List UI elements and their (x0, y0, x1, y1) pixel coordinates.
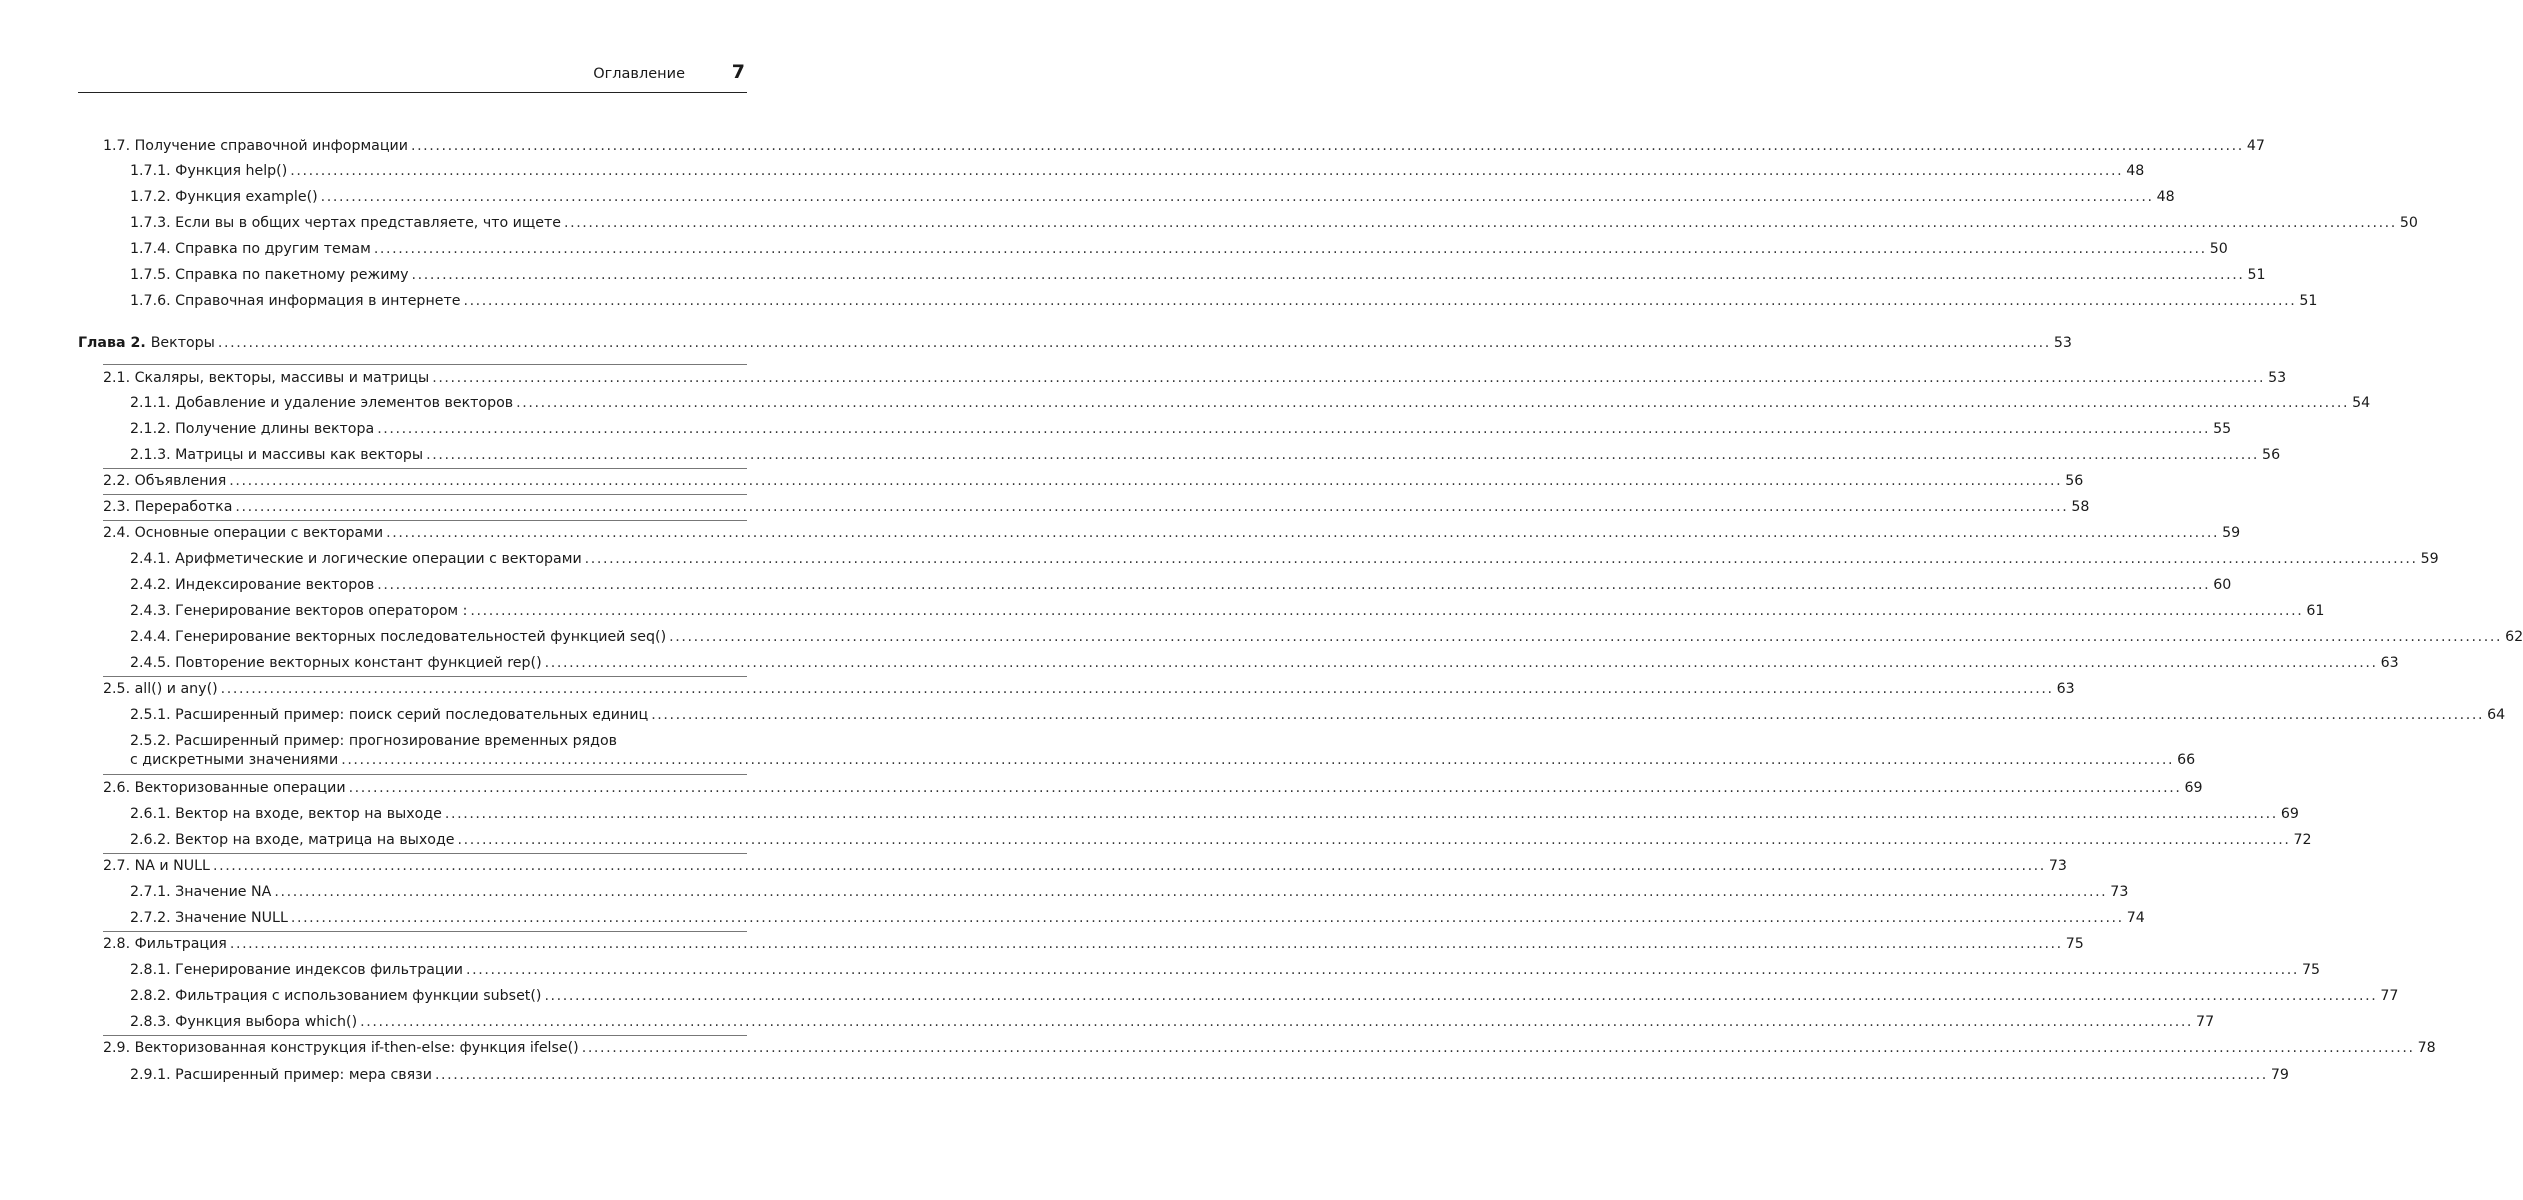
entry-title: Функция выбора which() (175, 1014, 358, 1030)
toc-entry[interactable] (130, 654, 2399, 673)
leader-dots: ............................................................................................................................................................................................................................................................................................................ (348, 780, 2182, 796)
entry-page-number: 73 (2048, 858, 2067, 874)
toc-entry[interactable] (103, 935, 2084, 954)
entry-page-number: 77 (2196, 1014, 2215, 1030)
leader-dots: ............................................................................................................................................................................................................................................................................................................ (320, 189, 2154, 205)
toc-entry[interactable] (103, 137, 2265, 156)
entry-title: Вектор на входе, матрица на выходе (175, 832, 455, 848)
entry-number: 1.7. (103, 138, 135, 154)
leader-dots: ............................................................................................................................................................................................................................................................................................................ (377, 421, 2211, 437)
entry-page-number: 69 (2280, 806, 2299, 822)
toc-entry[interactable] (130, 576, 2232, 595)
leader-dots: ............................................................................................................................................................................................................................................................................................................ (426, 447, 2260, 463)
entry-page-number: 73 (2110, 884, 2129, 900)
entry-number: 1.7.3. (130, 215, 176, 231)
entry-number: 1.7.6. (130, 293, 176, 309)
leader-dots: ............................................................................................................................................................................................................................................................................................................ (463, 293, 2297, 309)
entry-title: Функция example() (175, 189, 318, 205)
entry-title: Расширенный пример: мера связи (175, 1067, 432, 1083)
entry-number: 2.6.2. (130, 832, 176, 848)
toc-chapter-entry[interactable] (78, 334, 2072, 353)
leader-dots: ............................................................................................................................................................................................................................................................................................................ (290, 910, 2124, 926)
entry-title: Фильтрация с использованием функции subset() (175, 988, 542, 1004)
toc-entry[interactable] (130, 292, 2318, 311)
entry-number: 2.4. (103, 525, 135, 541)
entry-line (130, 751, 2196, 770)
leader-dots: ............................................................................................................................................................................................................................................................................................................ (544, 655, 2378, 671)
entry-number: 2.5.2. (130, 733, 176, 749)
entry-title: Функция help() (175, 163, 288, 179)
entry-number: 2.1.1. (130, 395, 176, 411)
toc-entry[interactable] (130, 240, 2228, 259)
leader-dots: ............................................................................................................................................................................................................................................................................................................ (220, 681, 2054, 697)
entry-number: 2.9. (103, 1040, 135, 1056)
entry-title: Фильтрация (134, 936, 227, 952)
entry-page-number: 50 (2209, 241, 2228, 257)
leader-dots: ............................................................................................................................................................................................................................................................................................................ (466, 962, 2299, 978)
entry-page-number: 74 (2126, 910, 2145, 926)
leader-dots: ............................................................................................................................................................................................................................................................................................................ (544, 988, 2378, 1004)
section-divider (103, 520, 747, 521)
toc-entry[interactable] (103, 1039, 2436, 1058)
toc-entry[interactable] (130, 831, 2312, 850)
toc-entry[interactable] (130, 805, 2299, 824)
entry-page-number: 60 (2213, 577, 2232, 593)
entry-number: 2.9.1. (130, 1067, 176, 1083)
toc-entry[interactable] (130, 628, 2523, 647)
entry-title: Векторизованная конструкция if-then-else: функция ifelse() (134, 1040, 579, 1056)
entry-number: 2.1.3. (130, 447, 176, 463)
leader-dots: ............................................................................................................................................................................................................................................................................................................ (434, 1067, 2268, 1083)
leader-dots: ............................................................................................................................................................................................................................................................................................................ (669, 629, 2503, 645)
entry-title: Получение справочной информации (134, 138, 408, 154)
entry-title: Объявления (134, 473, 227, 489)
entry-title-continued: с дискретными значениями (130, 752, 339, 768)
toc-entry[interactable] (103, 524, 2241, 543)
toc-entry[interactable] (130, 883, 2129, 902)
entry-number: 2.4.5. (130, 655, 176, 671)
leader-dots: ............................................................................................................................................................................................................................................................................................................ (432, 370, 2266, 386)
entry-title: Получение длины вектора (175, 421, 375, 437)
entry-title: all() и any() (134, 681, 218, 697)
toc-entry[interactable] (103, 369, 2287, 388)
entry-page-number: 75 (2065, 936, 2084, 952)
leader-dots: ............................................................................................................................................................................................................................................................................................................ (229, 473, 2063, 489)
header-title: Оглавление (593, 66, 685, 82)
section-divider (103, 364, 747, 365)
leader-dots: ............................................................................................................................................................................................................................................................................................................ (457, 832, 2291, 848)
entry-page-number: 59 (2222, 525, 2241, 541)
entry-page-number: 58 (2071, 499, 2090, 515)
toc-entry[interactable] (130, 188, 2175, 207)
entry-number: 2.4.2. (130, 577, 176, 593)
entry-page-number: 54 (2352, 395, 2371, 411)
entry-page-number: 63 (2056, 681, 2075, 697)
entry-number: 2.7. (103, 858, 135, 874)
toc-entry[interactable] (130, 162, 2145, 181)
entry-title: Расширенный пример: поиск серий последовательных единиц (175, 707, 649, 723)
leader-dots: ............................................................................................................................................................................................................................................................................................................ (341, 752, 2175, 768)
toc-entry[interactable] (130, 214, 2418, 233)
entry-number: 2.6. (103, 780, 135, 796)
entry-number: 2.1.2. (130, 421, 176, 437)
toc-entry[interactable] (103, 857, 2067, 876)
leader-dots: ............................................................................................................................................................................................................................................................................................................ (584, 551, 2418, 567)
leader-dots: ............................................................................................................................................................................................................................................................................................................ (563, 215, 2397, 231)
toc-entry[interactable] (130, 732, 2196, 770)
toc-entry[interactable] (130, 420, 2232, 439)
entry-page-number: 72 (2293, 832, 2312, 848)
entry-title: Генерирование векторных последовательностей функцией seq() (175, 629, 667, 645)
entry-title: Векторизованные операции (134, 780, 346, 796)
section-divider (103, 494, 747, 495)
entry-line (130, 732, 747, 751)
entry-page-number: 56 (2065, 473, 2084, 489)
leader-dots: ............................................................................................................................................................................................................................................................................................................ (212, 858, 2046, 874)
entry-number: 2.5. (103, 681, 135, 697)
entry-page-number: 48 (2156, 189, 2175, 205)
entry-page-number: 75 (2301, 962, 2321, 978)
entry-title: Генерирование векторов оператором : (175, 603, 468, 619)
toc-entry[interactable] (130, 266, 2266, 285)
toc-entry[interactable] (103, 680, 2075, 699)
entry-number: 1.7.4. (130, 241, 176, 257)
entry-number: 2.8.1. (130, 962, 176, 978)
entry-number: 2.7.2. (130, 910, 176, 926)
section-divider (103, 931, 747, 932)
entry-page-number: 79 (2270, 1067, 2289, 1083)
leader-dots: ............................................................................................................................................................................................................................................................................................................ (651, 707, 2485, 723)
toc-entry[interactable] (130, 394, 2371, 413)
entry-title: Расширенный пример: прогнозирование временных рядов (175, 733, 618, 749)
entry-title: Вектор на входе, вектор на выходе (175, 806, 442, 822)
entry-title: Справка по пакетному режиму (175, 267, 409, 283)
entry-title: Значение NULL (175, 910, 288, 926)
toc-entry[interactable] (130, 602, 2325, 621)
entry-number: 2.4.1. (130, 551, 176, 567)
section-divider (103, 853, 747, 854)
entry-number: 2.6.1. (130, 806, 176, 822)
entry-number: 2.1. (103, 370, 135, 386)
entry-title: Генерирование индексов фильтрации (175, 962, 464, 978)
toc-entry[interactable] (130, 909, 2145, 928)
leader-dots: ............................................................................................................................................................................................................................................................................................................ (290, 163, 2124, 179)
toc-entry[interactable] (103, 498, 2090, 517)
running-header (78, 62, 747, 93)
leader-dots: ............................................................................................................................................................................................................................................................................................................ (217, 335, 2051, 351)
toc-entry[interactable] (130, 1066, 2289, 1085)
leader-dots: ............................................................................................................................................................................................................................................................................................................ (386, 525, 2220, 541)
entry-page-number: 64 (2487, 707, 2506, 723)
entry-title: Повторение векторных констант функцией rep() (175, 655, 542, 671)
entry-number: 2.4.4. (130, 629, 176, 645)
entry-page-number: 56 (2262, 447, 2281, 463)
toc-entry[interactable] (130, 550, 2439, 569)
entry-title: Матрицы и массивы как векторы (175, 447, 424, 463)
entry-title: Справка по другим темам (175, 241, 371, 257)
entry-number: 1.7.2. (130, 189, 176, 205)
entry-number: 2.8.3. (130, 1014, 176, 1030)
section-divider (103, 774, 747, 775)
entry-number: 2.8. (103, 936, 135, 952)
entry-title: Скаляры, векторы, массивы и матрицы (134, 370, 430, 386)
entry-page-number: 47 (2246, 138, 2265, 154)
section-divider (103, 1035, 747, 1036)
section-divider (103, 468, 747, 469)
entry-title: Справочная информация в интернете (175, 293, 461, 309)
entry-page-number: 62 (2505, 629, 2523, 645)
toc-entry[interactable] (130, 706, 2506, 725)
entry-number: 1.7.1. (130, 163, 176, 179)
section-divider (103, 676, 747, 677)
leader-dots: ............................................................................................................................................................................................................................................................................................................ (444, 806, 2278, 822)
entry-title: Индексирование векторов (175, 577, 375, 593)
entry-page-number: 63 (2380, 655, 2399, 671)
toc-entry[interactable] (103, 779, 2203, 798)
header-page-number: 7 (731, 61, 745, 83)
entry-title: Если вы в общих чертах представляете, что ищете (175, 215, 561, 231)
entry-number: 2.2. (103, 473, 135, 489)
toc-entry[interactable] (130, 1013, 2215, 1032)
entry-number: Глава 2. (78, 335, 151, 351)
toc-entry[interactable] (130, 987, 2399, 1006)
entry-page-number: 48 (2126, 163, 2145, 179)
entry-page-number: 51 (2299, 293, 2318, 309)
entry-number: 2.4.3. (130, 603, 176, 619)
toc-entry[interactable] (130, 446, 2281, 465)
leader-dots: ............................................................................................................................................................................................................................................................................................................ (360, 1014, 2194, 1030)
entry-number: 2.3. (103, 499, 135, 515)
entry-number: 2.7.1. (130, 884, 176, 900)
leader-dots: ............................................................................................................................................................................................................................................................................................................ (411, 267, 2245, 283)
leader-dots: ............................................................................................................................................................................................................................................................................................................ (581, 1040, 2415, 1056)
leader-dots: ............................................................................................................................................................................................................................................................................................................ (377, 577, 2211, 593)
entry-page-number: 53 (2268, 370, 2287, 386)
toc-entry[interactable] (130, 961, 2321, 980)
entry-title: NA и NULL (134, 858, 210, 874)
entry-page-number: 51 (2247, 267, 2266, 283)
entry-page-number: 59 (2420, 551, 2439, 567)
entry-title: Значение NA (175, 884, 272, 900)
leader-dots: ............................................................................................................................................................................................................................................................................................................ (274, 884, 2108, 900)
entry-page-number: 77 (2380, 988, 2399, 1004)
entry-title: Арифметические и логические операции с векторами (175, 551, 582, 567)
entry-page-number: 69 (2184, 780, 2203, 796)
entry-number: 2.5.1. (130, 707, 176, 723)
entry-title: Основные операции с векторами (134, 525, 384, 541)
entry-number: 1.7.5. (130, 267, 176, 283)
leader-dots: ............................................................................................................................................................................................................................................................................................................ (516, 395, 2350, 411)
entry-page-number: 50 (2399, 215, 2418, 231)
leader-dots: ............................................................................................................................................................................................................................................................................................................ (229, 936, 2063, 952)
leader-dots: ............................................................................................................................................................................................................................................................................................................ (373, 241, 2207, 257)
leader-dots: ............................................................................................................................................................................................................................................................................................................ (410, 138, 2244, 154)
entry-title: Добавление и удаление элементов векторов (175, 395, 514, 411)
entry-page-number: 61 (2306, 603, 2325, 619)
entry-page-number: 53 (2053, 335, 2072, 351)
toc-entry[interactable] (103, 472, 2084, 491)
entry-title: Переработка (134, 499, 233, 515)
entry-page-number: 78 (2417, 1040, 2436, 1056)
entry-page-number: 55 (2213, 421, 2232, 437)
entry-title: Векторы (150, 335, 215, 351)
entry-page-number: 66 (2177, 752, 2196, 768)
entry-number: 2.8.2. (130, 988, 176, 1004)
leader-dots: ............................................................................................................................................................................................................................................................................................................ (235, 499, 2069, 515)
leader-dots: ............................................................................................................................................................................................................................................................................................................ (470, 603, 2304, 619)
